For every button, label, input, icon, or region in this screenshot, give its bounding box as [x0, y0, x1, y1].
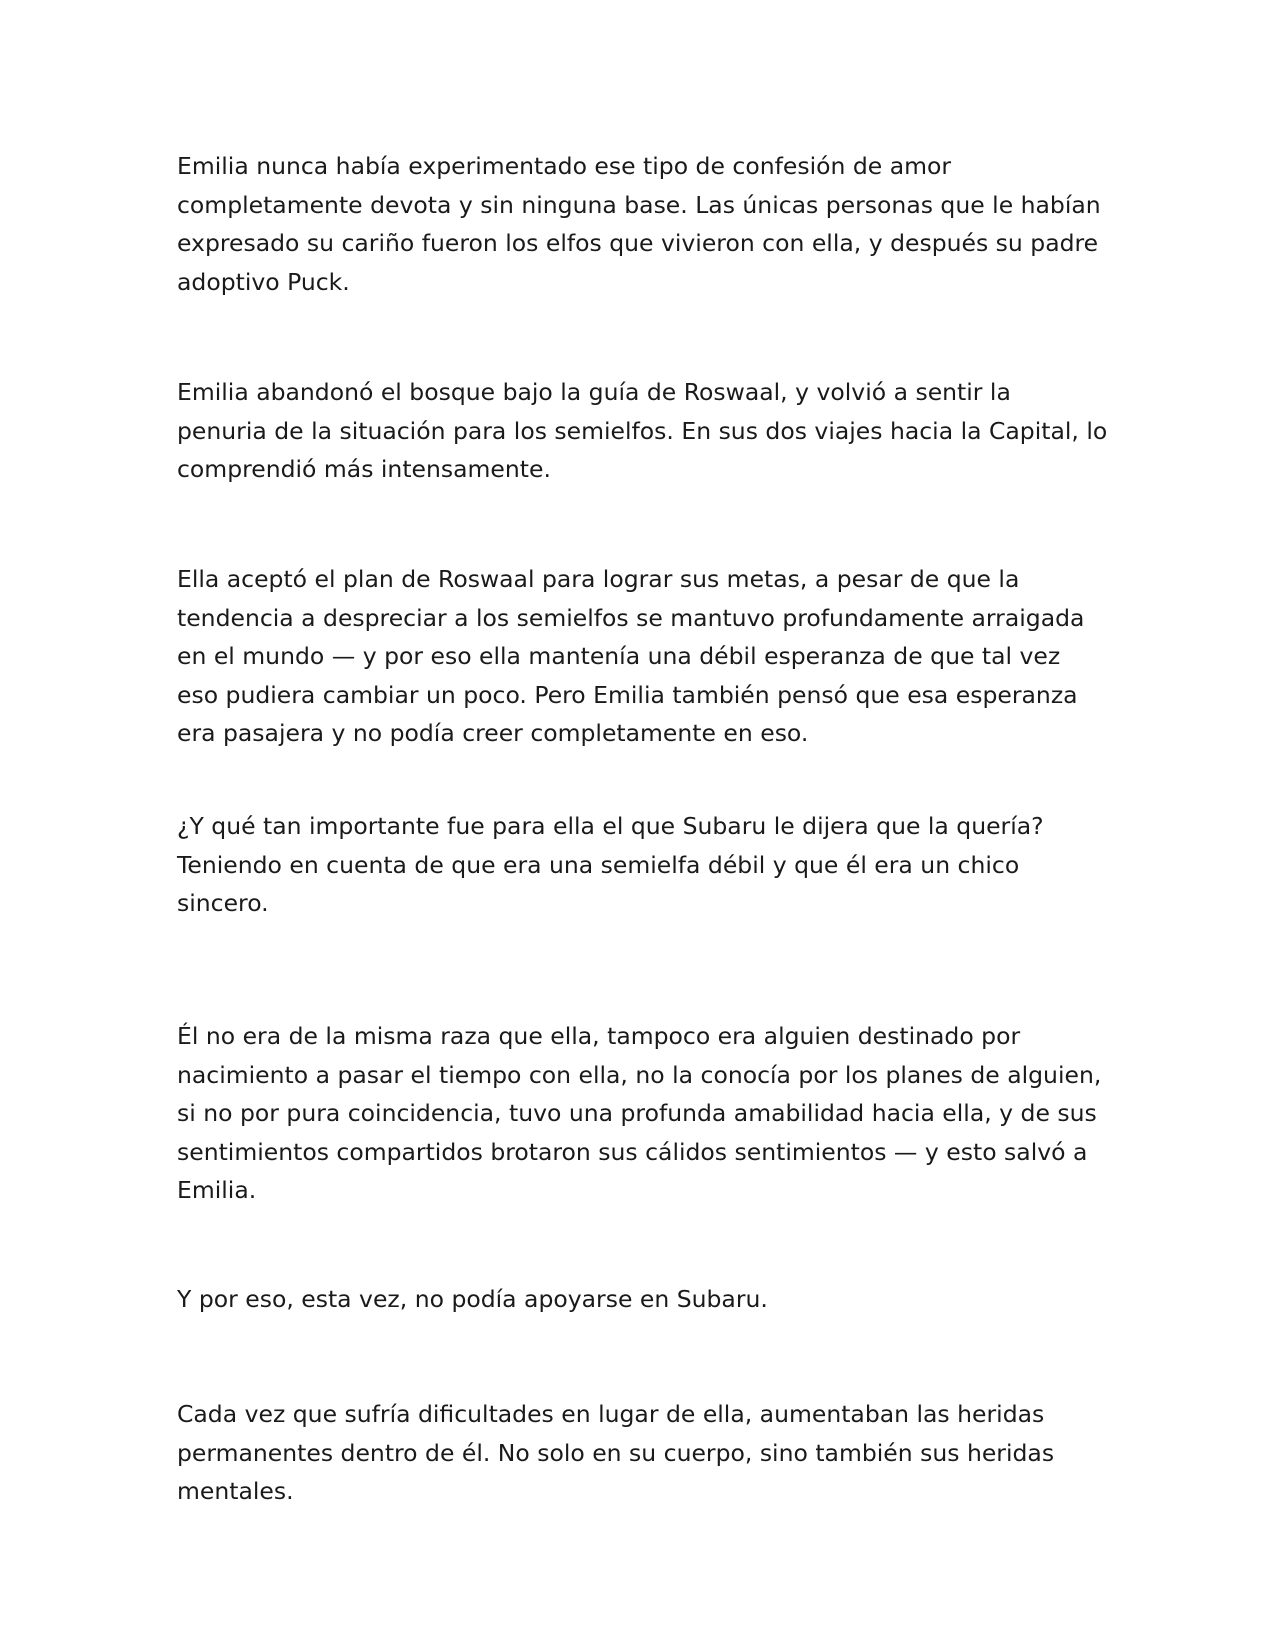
paragraph-line: ¿Y qué tan importante fue para ella el que Subaru le dijera que la quería?	[177, 812, 1044, 840]
paragraph-line: Emilia.	[177, 1176, 257, 1204]
paragraph-line: expresado su cariño fueron los elfos que vivieron con ella, y después su padre	[177, 229, 1099, 257]
paragraph-line: sentimientos compartidos brotaron sus cálidos sentimientos — y esto salvó a	[177, 1137, 1088, 1166]
paragraph-1	[177, 147, 1107, 301]
paragraph-line: mentales.	[177, 1477, 294, 1505]
paragraph-line: completamente devota y sin ninguna base. Las únicas personas que le habían	[177, 190, 1101, 219]
paragraph-3	[177, 560, 1107, 753]
paragraph-line: comprendió más intensamente.	[177, 455, 551, 483]
paragraph-line: era pasajera y no podía creer completamente en eso.	[177, 719, 809, 747]
paragraph-line: Ella aceptó el plan de Roswaal para lograr sus metas, a pesar de que la	[177, 565, 1020, 593]
paragraph-4	[177, 807, 1107, 923]
paragraph-7	[177, 1395, 1107, 1511]
paragraph-line: penuria de la situación para los semielfos. En sus dos viajes hacia la Capital, lo	[177, 416, 1108, 445]
paragraph-line: Y por eso, esta vez, no podía apoyarse en Subaru.	[177, 1285, 768, 1313]
paragraph-line: eso pudiera cambiar un poco. Pero Emilia también pensó que esa esperanza	[177, 680, 1078, 709]
paragraph-5	[177, 1017, 1107, 1210]
paragraph-line: Emilia abandonó el bosque bajo la guía de Roswaal, y volvió a sentir la	[177, 378, 1011, 406]
paragraph-line: adoptivo Puck.	[177, 267, 350, 296]
paragraph-6	[177, 1280, 1107, 1319]
paragraph-line: en el mundo — y por eso ella mantenía una débil esperanza de que tal vez	[177, 642, 1061, 670]
paragraph-2	[177, 373, 1107, 489]
paragraph-line: Emilia nunca había experimentado ese tipo de confesión de amor	[177, 152, 952, 180]
paragraph-line: si no por pura coincidencia, tuvo una profunda amabilidad hacia ella, y de sus	[177, 1099, 1097, 1127]
paragraph-line: sincero.	[177, 889, 269, 917]
paragraph-line: Teniendo en cuenta de que era una semielfa débil y que él era un chico	[177, 850, 1020, 879]
paragraph-line: nacimiento a pasar el tiempo con ella, no la conocía por los planes de alguien,	[177, 1060, 1102, 1089]
paragraph-line: tendencia a despreciar a los semielfos se mantuvo profundamente arraigada	[177, 603, 1085, 632]
paragraph-line: permanentes dentro de él. No solo en su cuerpo, sino también sus heridas	[177, 1438, 1055, 1467]
paragraph-line: Él no era de la misma raza que ella, tampoco era alguien destinado por	[177, 1022, 1021, 1050]
paragraph-line: Cada vez que sufría dificultades en lugar de ella, aumentaban las heridas	[177, 1400, 1045, 1428]
